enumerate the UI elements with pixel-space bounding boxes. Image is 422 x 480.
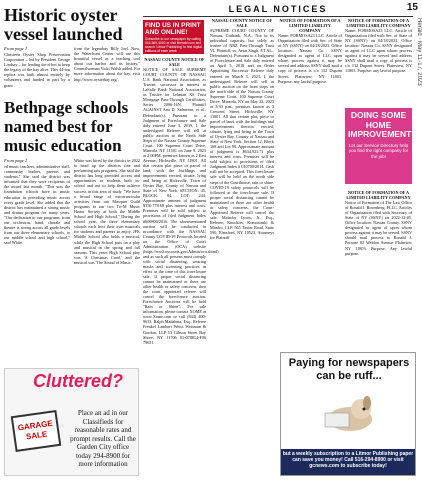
legal-notices-header: LEGAL NOTICES xyxy=(143,4,413,17)
notice-4-body: Name: FORMOSA23 LLC. Article of Organization filed with Sec. of State of NY (SSNY) on 04/18/2023. Office location: Nassau Co. SSNY designated as agent of LLC upon whom process against it may be served and address SSNY shall mail a copy of process is c/o 132 Dupont Street, Plainview, NY 11803. Purpose: any lawful purpose. xyxy=(345,28,412,74)
notice-2-body: SUPREME COURT COUNTY OF Nassau, Citibank, N.A., Not in its individual capacity, but solely as trustee of NRZ Pass-Through Trust VI, Plaintiff, vs. Avtar Singh, ET AL., Defendant(s). Pursuant to a Judgment of Foreclosure and Sale duly entered on April 5, 2018 and an Order Appointing Successor Referee duly entered on March 3, 2023, I, the undersigned Referee will sell at public auction on the front steps on the north side of the Nassau County Supreme Court, 100 Supreme Court Drive, Mineola, NY on May 22, 2023 at 3:30 p.m., premises known as 3 Crescent Street, Hicksville, NY 11801. All that certain plot, piece or parcel of land, with the buildings and improvements thereon erected, situate, lying and being in the Town of Oyster Bay, County of Nassau and State of New York, Section 12, Block 168 and Lot 90. Approximate amount of judgment is $634,923.71 plus interest and costs. Premises will be sold subject to provisions of filed Judgment Index # 010700/2014. Cash will not be accepted. This foreclosure sale will be held on the north side steps of the Courthouse, rain or shine. COVID-19 safety protocols will be followed at the foreclosure sale. If proper social distancing cannot be maintained or there are other health or safety concerns, the Court-Appointed Referee will cancel the sale. Malachy Lyons, Jr., Esq., Referee, Knuckles, Komosinski & Manfro, LLP, 565 Taxter Road, Suite 590, Elmsford, NY 10523, Attorneys for Plaintiff xyxy=(210,28,274,241)
notice-column-4 xyxy=(345,18,412,106)
page-number: 15 xyxy=(406,2,418,13)
home-improvement-ad[interactable] xyxy=(345,108,417,184)
bethpage-byline: From page 1 xyxy=(4,158,28,163)
home-improvement-text: Let our Service Directory help you find the right company for the job! xyxy=(348,142,409,159)
garage-sale-sign: GARAGE SALE xyxy=(11,410,62,452)
notice-1-heading: NASSAU COUNTY NOTICE OF SALE xyxy=(144,57,205,68)
bethpage-col2: White was hired by the district in 2022 to head up the districts fine and performing arts programs. She said the district has long provided access and opportunities to students both in-school and out to help them achieve success in this area of study. "We have a broad range of extracurricular activities from our Masques Guild programs to our two Tri-M Music Honor Society at both the Middle School and High School." During the school year, the three elementary schools each host their own musicals for students and parents to enjoy. JFK Middle School also holds a musical, while the High School puts on a play and musical in the spring and fall seasons. This years High School play was 'A Christmas Carol,' and the musical was 'The Sound of Music.' xyxy=(74,158,140,265)
bethpage-headline: Bethpage schools named best for music education xyxy=(4,98,129,155)
notice-5-heading: NOTICE OF FORMATION OF A LIMITED LIABILITY COMPANY xyxy=(346,190,411,201)
notice-column-2 xyxy=(210,18,274,348)
cluttered-text: Place an ad in our Classifieds for reasonable rates and prompt results. Call the Garden City office today 294-8900 for more information xyxy=(70,409,136,468)
oyster-col1: Christeen Oyster Shop Preservation Corporation – led by President George Lindsay – for leading the effort to keep the legacy of the bay alive. This 44-ton replica was built almost entirely by volunteers and funded in part by a grant xyxy=(4,52,70,88)
home-improvement-title: DOING SOME HOME IMPROVEMENT? xyxy=(348,110,417,139)
notice-5-body: Notice of Formation of The Law Office of Ronald J. Rosenberg, PLLC. Articles of Organization filed with Secretary of State of NY (SSNY) on 2022-12-05. Office location: Nassau County. SSNY designated as agent of upon whom process against it may be served. SSNY should mail process to Ronald J. Perrone 82 Weldon Avenue Plainview NY 11803. Purpose: Any lawful purpose. xyxy=(345,200,412,256)
oyster-col2: from the legendary Billy Joel. Now, the Waterfront Center will use this beautiful vessel as a teaching tool about our harbor and its history," Councilwoman Vicki Walsh added. For more information about the bay, visit http://www.oysterbay.org/. xyxy=(74,46,140,82)
notice-column-3 xyxy=(278,18,342,168)
find-us-subtitle: Subscribe to our newspaper by calling 516-569-4000 or visit liherald.com and search 'Litmor Publishing' to find digital editions of each week xyxy=(145,37,202,53)
notice-3-heading: NOTICE OF FORMATION OF A LIMITED LIABILITY COMPANY xyxy=(279,18,341,34)
notice-2-heading: NASSAU COUNTY NOTICE OF SALE xyxy=(211,18,273,29)
cluttered-title: Cluttered? xyxy=(33,371,123,391)
side-date-strip: Herald · May 11-17, 2023 xyxy=(416,18,422,86)
find-us-title: FIND US IN PRINT AND ONLINE! xyxy=(145,22,201,36)
subscription-ad-footer: but a weekly subscription to a Litmor Publishing paper can save you money! Call 516-294-8900 or visit gcnews.com to subscribe today! xyxy=(281,449,415,475)
find-us-box[interactable] xyxy=(143,20,204,54)
notice-1-body: NOTICE OF SALE SUPREME COURT COUNTY OF NASSAU U.S. Bank National Association, as Trustee, successor in interest to LaSalle Bank National Association, as Trustee for Lehman XS Trust Mortgage Pass-Through Certificates, Series 2006-16N, Plaintiff AGAINST Ana D. Salmeron, et al., Defendant(s). Pursuant to a Judgment of Foreclosure and Sale duly entered June 5, 2019, I, the undersigned Referee will sell at public auction at the North Side Steps of the Nassau County Supreme Court, 100 Supreme Court Drive, Mineola, NY 11501 on June 9, 2023 at 2:00PM, premises known as 2 East Avenue, Hicksville, NY 11801. All that certain plot piece or parcel of land, with the buildings and improvements erected, situate, lying and being at Hicksville, Town of Oyster Bay, County of Nassau and State of New York, SECTION: 45, BLOCK: 84, LOT: 244. Approximate amount of judgment $550,778.68 plus interest and costs. Premises will be sold subject to provisions of filed Judgment Index #600800/2016. The aforementioned auction will be conducted in accordance with the NASSAU County COVID-19 Protocols located on the Office of Court Administration (OCA) website (https://ww2.nycourts.gov/Admin/oca.shtml) and as such all persons must comply with social distancing, wearing masks and screening practices in effect at the time of this foreclosure sale. If proper social distancing cannot be maintained or there are other health or safety concerns, then the court appointed referee will cancel the foreclosure auction. Foreclosure Auctions will be held "Rain or Shine". For sale information, please contact XOME at www.Xome.com or call (844) 400-9633. Ralph Madalena, Esq., Referee Frenkel Lambert Weiss Weisman & Gordon, LLP 53 Gibson Street Bay Shore, NY 11706 01-078814-F00 79651 xyxy=(143,67,219,345)
subscription-ad[interactable] xyxy=(280,352,416,476)
notice-4-heading: NOTICE OF FORMATION OF A LIMITED LIABILITY COMPANY xyxy=(346,18,411,29)
dog-icon xyxy=(315,389,385,433)
oyster-byline: From page 1 xyxy=(4,46,28,51)
notice-column-5 xyxy=(345,190,412,345)
subscription-ad-title: Paying for newspapers can be ruff... xyxy=(288,357,410,382)
cluttered-ad[interactable] xyxy=(4,368,139,476)
oyster-story xyxy=(4,6,142,44)
bethpage-col1: ed music teachers, administrative staff, community leaders, parents and students." She said the district was informed that they were recipients of the award last month. "This was the foundation schools have in music education in providing music across every grade level. She added that the district has maintained a strong music and drama program for many years. "Our dedication to our programs, from our orchestras, band, chorale and theatre is strong across all grade levels from our three elementary schools, to our middle school and high school," said White. xyxy=(4,164,70,246)
notice-3-body: Name: FORMOSA23 LLC. Article of Organization filed with Sec. of State of NY (SSNY) on 04/18/2023. Office location: Nassau Co. SSNY designated as agent of LLC upon whom process against it may be served and address SSNY shall mail a copy of process is c/o 132 Dupont Street, Plainview, NY 11803. Purpose: any lawful purpose. xyxy=(278,33,342,84)
notice-column-1 xyxy=(143,57,219,477)
oyster-headline: Historic oyster vessel launched xyxy=(4,5,123,44)
